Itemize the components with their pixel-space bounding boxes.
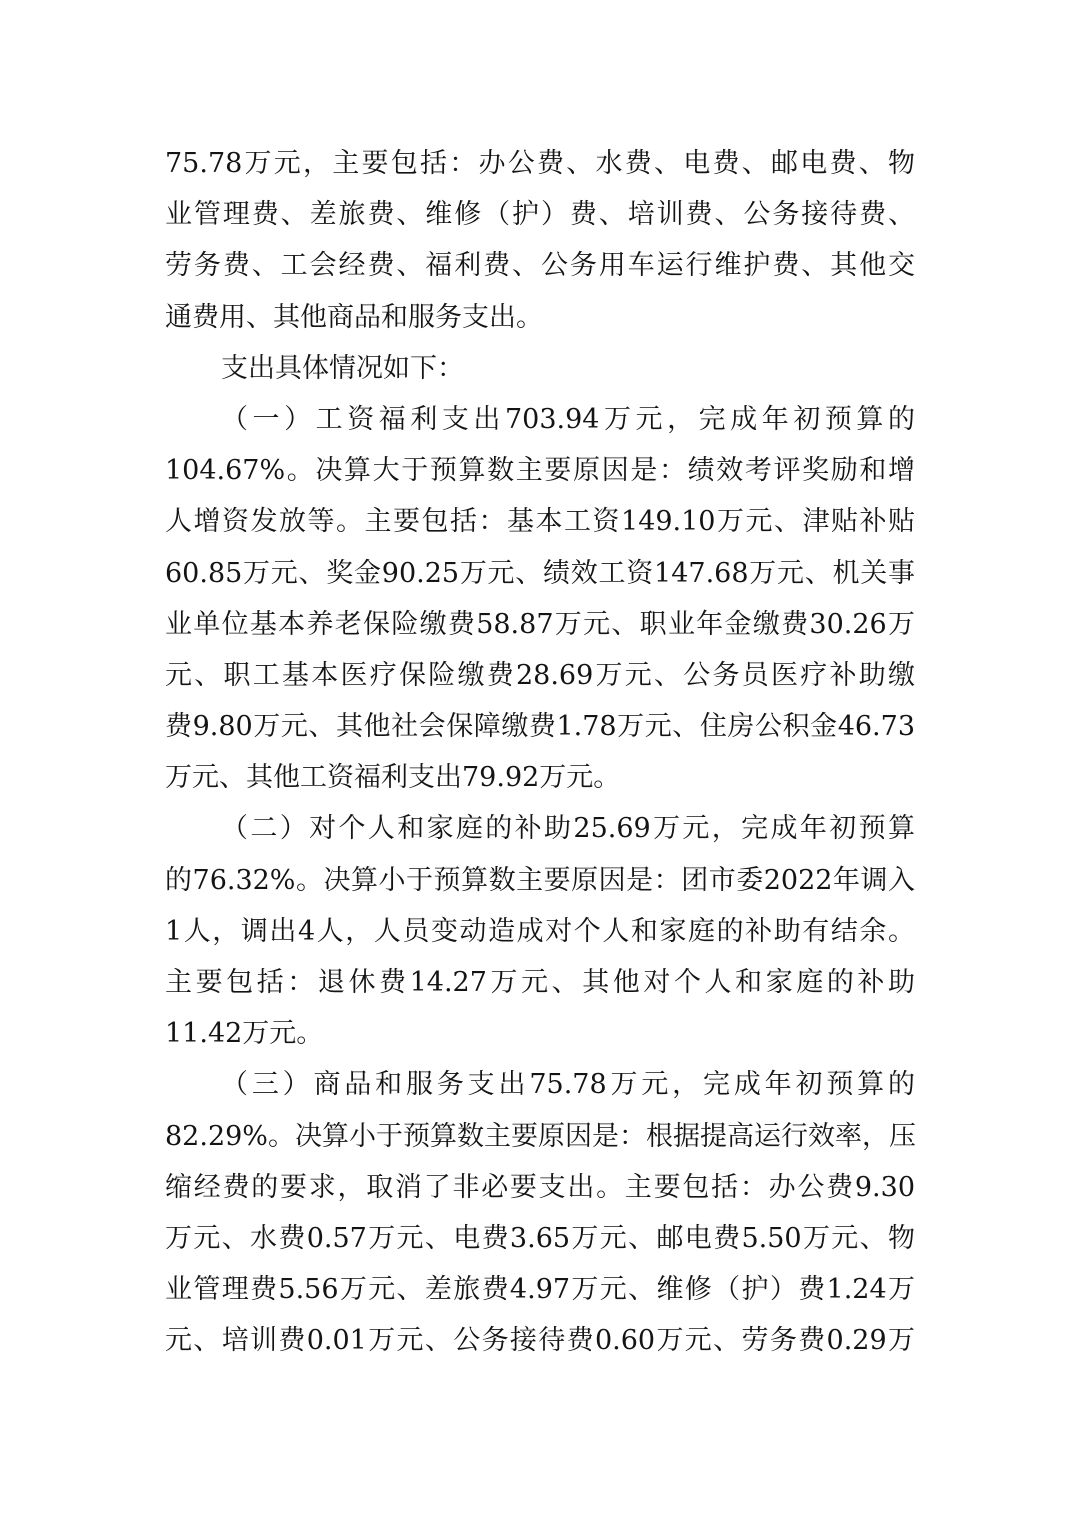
section-heading-goods-services: （三）商品和服务支出75.78万元，完成年初预算的: [221, 1069, 915, 1101]
text-line: 业管理费5.56万元、差旅费4.97万元、维修（护）费1.24万: [165, 1274, 915, 1306]
text-line: 主要包括：退休费14.27万元、其他对个人和家庭的补助: [165, 967, 915, 998]
section-heading-salary: （一）工资福利支出703.94万元，完成年初预算的: [221, 403, 915, 435]
section-intro: 支出具体情况如下：: [221, 352, 464, 384]
text-line: 业管理费、差旅费、维修（护）费、培训费、公务接待费、: [165, 199, 915, 231]
text-line: 60.85万元、奖金90.25万元、绩效工资147.68万元、机关事: [165, 557, 915, 589]
text-line: 75.78万元，主要包括：办公费、水费、电费、邮电费、物: [165, 148, 915, 179]
text-line: 11.42万元。: [165, 1018, 324, 1050]
text-line: 缩经费的要求，取消了非必要支出。主要包括：办公费9.30: [165, 1171, 915, 1203]
text-line: 劳务费、工会经费、福利费、公务用车运行维护费、其他交: [165, 250, 915, 282]
document-body: [165, 138, 915, 1367]
text-line: 的76.32%。决算小于预算数主要原因是：团市委2022年调入: [165, 864, 915, 896]
text-line: 104.67%。决算大于预算数主要原因是：绩效考评奖励和增: [165, 455, 915, 487]
text-line: 元、培训费0.01万元、公务接待费0.60万元、劳务费0.29万: [165, 1325, 915, 1357]
text-line: 费9.80万元、其他社会保障缴费1.78万元、住房公积金46.73: [165, 711, 915, 743]
text-line: 1人，调出4人，人员变动造成对个人和家庭的补助有结余。: [165, 915, 915, 947]
text-line: 业单位基本养老保险缴费58.87万元、职业年金缴费30.26万: [165, 608, 915, 640]
text-line: 万元、其他工资福利支出79.92万元。: [165, 762, 621, 794]
text-line: 82.29%。决算小于预算数主要原因是：根据提高运行效率，压: [165, 1120, 916, 1152]
text-line: 元、职工基本医疗保险缴费28.69万元、公务员医疗补助缴: [165, 659, 915, 691]
text-line: 通费用、其他商品和服务支出。: [165, 301, 543, 333]
section-heading-subsidy: （二）对个人和家庭的补助25.69万元，完成年初预算: [221, 813, 915, 845]
text-line: 人增资发放等。主要包括：基本工资149.10万元、津贴补贴: [165, 506, 915, 538]
text-line: 万元、水费0.57万元、电费3.65万元、邮电费5.50万元、物: [165, 1222, 915, 1254]
